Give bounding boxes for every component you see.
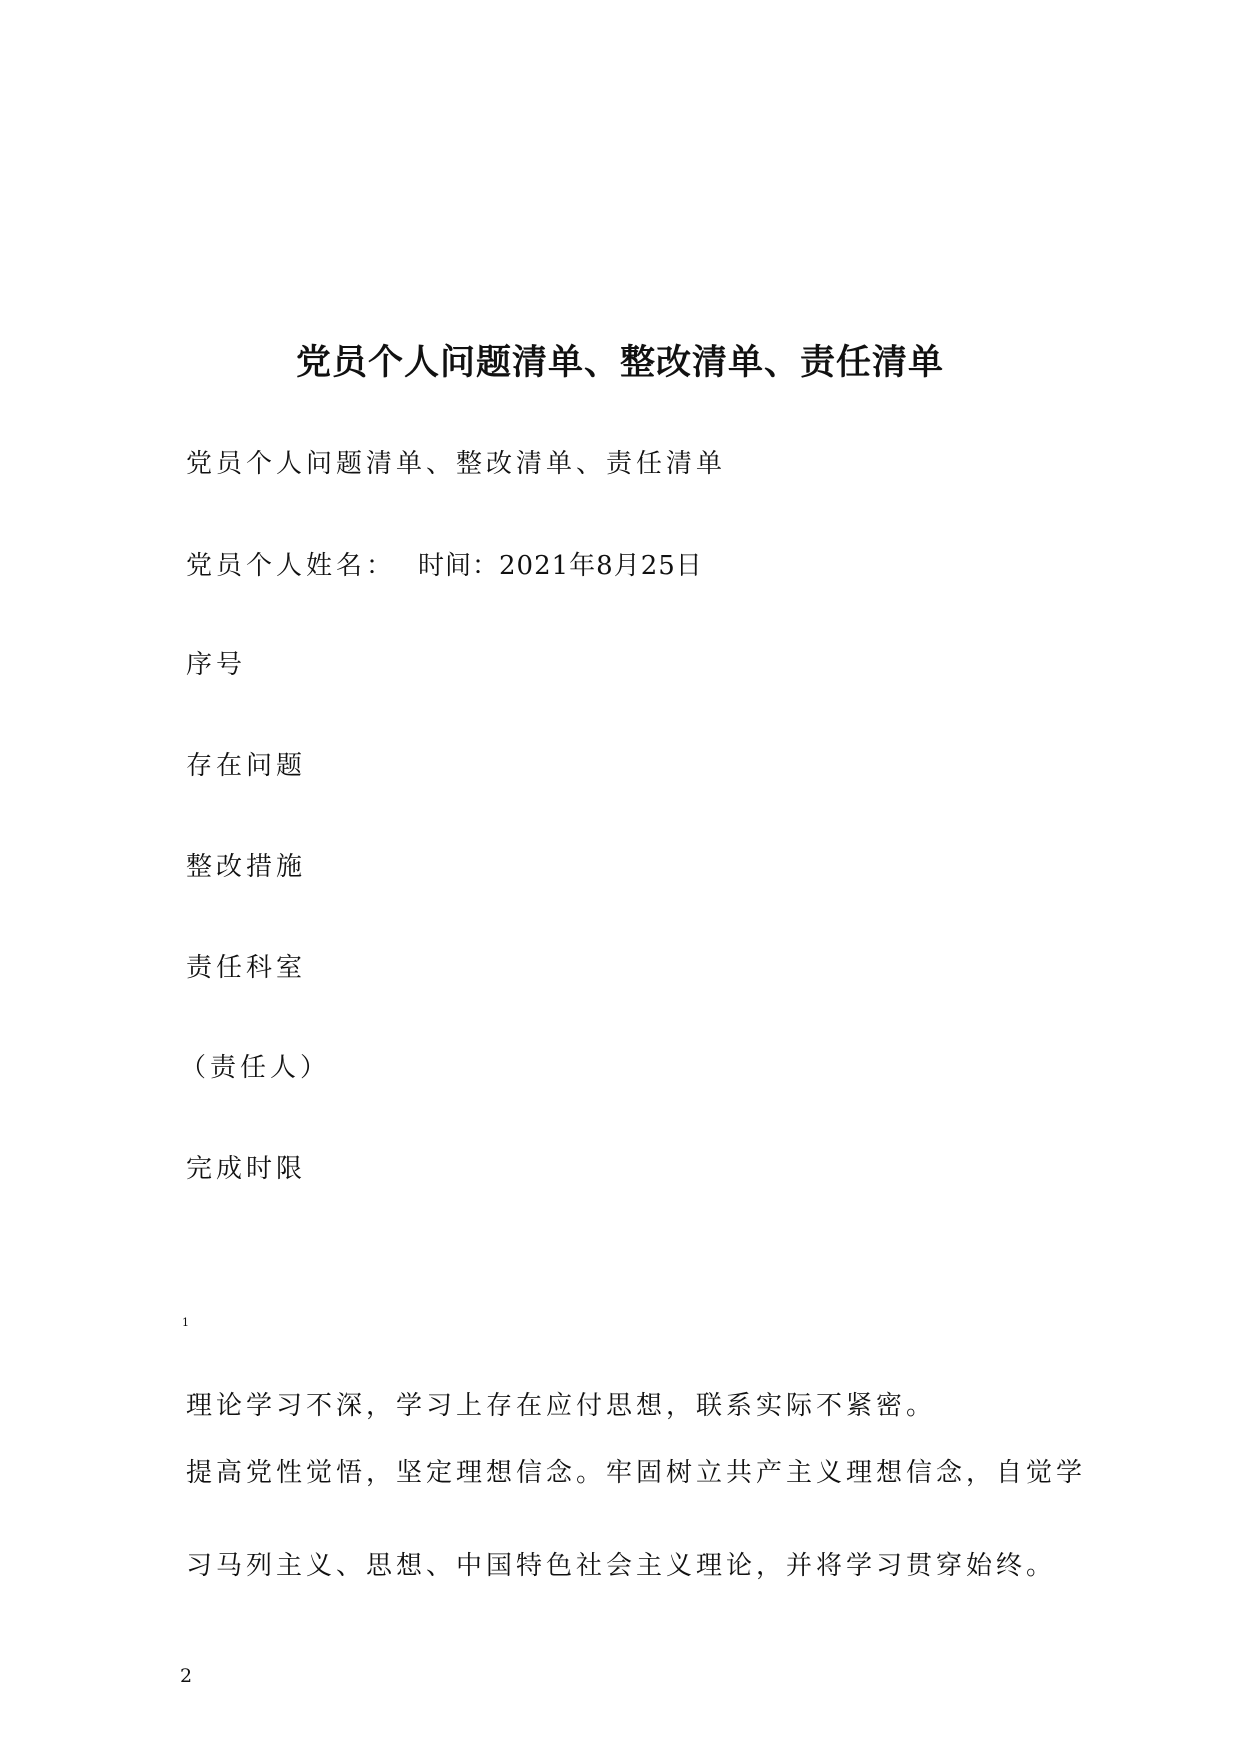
header-problem: 存在问题 [186,751,307,781]
date-text: 时间：2021年8月25日 [418,551,703,581]
row-1-measure-line-1: 提高党性觉悟，坚定理想信念。牢固树立共产主义理想信念，自觉学 [186,1458,1087,1488]
header-person: （责任人） [180,1053,331,1083]
row-1-problem: 理论学习不深，学习上存在应付思想，联系实际不紧密。 [186,1391,937,1421]
name-label: 党员个人姓名： [186,551,397,581]
header-index: 序号 [186,650,247,680]
document-title: 党员个人问题清单、整改清单、责任清单 [295,342,944,383]
row-1-measure-line-2: 习马列主义、思想、中国特色社会主义理论，并将学习贯穿始终。 [186,1551,1057,1581]
header-department: 责任科室 [186,953,307,983]
header-deadline: 完成时限 [186,1154,307,1184]
header-measure: 整改措施 [186,852,307,882]
row-index-2: 2 [180,1665,193,1687]
row-index-1: 1 [182,1316,189,1329]
document-subtitle: 党员个人问题清单、整改清单、责任清单 [186,449,727,479]
name-date-line [186,546,703,586]
